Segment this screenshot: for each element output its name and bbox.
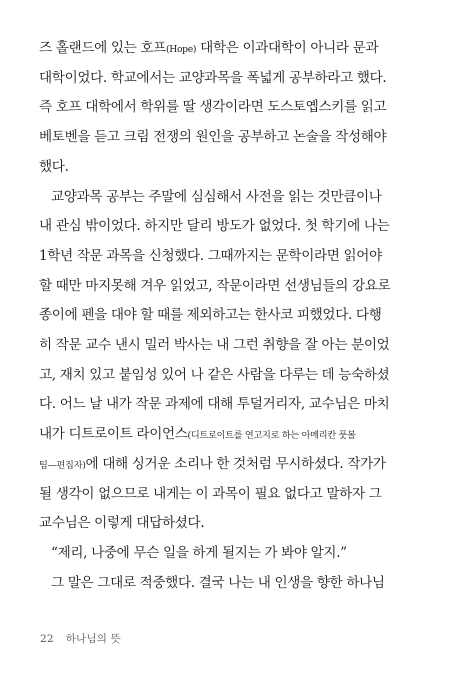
body-text: 했다.: [39, 158, 69, 175]
text-line: [39, 127, 399, 147]
text-line: [39, 187, 399, 207]
text-line: [39, 424, 399, 446]
text-line: [39, 38, 399, 60]
text-line: [39, 216, 399, 236]
text-line: [39, 454, 399, 476]
text-line: [39, 305, 399, 325]
body-text: 즉 호프 대학에서 학위를 딸 생각이라면 도스토옙스키를 읽고: [39, 99, 387, 116]
running-title: 하나님의 뜻: [65, 633, 122, 645]
annotation-text: 팀—편집자): [39, 459, 86, 471]
body-text: 종이에 펜을 대야 할 때를 제외하고는 한사코 피했었다. 다행: [39, 307, 382, 324]
text-line: [39, 157, 399, 177]
body-text: 그 말은 그대로 적중했다. 결국 나는 내 인생을 향한 하나님: [51, 574, 385, 591]
text-line: [39, 276, 399, 296]
text-line: [39, 335, 399, 355]
body-text: “제리, 나중에 무슨 일을 하게 될지는 가 봐야 알지.”: [51, 544, 347, 561]
text-line: [39, 573, 399, 593]
body-text: 대학은 이과대학이 아니라 문과: [196, 40, 379, 56]
text-line: [39, 246, 399, 266]
body-text: 고, 재치 있고 붙임성 있어 나 같은 사람을 다루는 데 능숙하셨: [39, 366, 390, 383]
text-line: [39, 543, 399, 563]
body-text: 내 관심 밖이었다. 하지만 달리 방도가 없었다. 첫 학기에 나는: [39, 218, 390, 235]
text-line: [39, 365, 399, 385]
annotation-text: (디트로이트를 연고지로 하는 아메리칸 풋볼: [187, 430, 356, 442]
body-text: 할 때만 마지못해 겨우 읽었고, 작문이라면 선생님들의 강요로: [39, 277, 391, 294]
body-text: 에 대해 싱거운 소리나 한 것처럼 무시하셨다. 작가가: [85, 455, 386, 472]
text-line: [39, 68, 399, 88]
annotation-text: (Hope): [165, 44, 197, 55]
body-text: 될 생각이 없으므로 내게는 이 과목이 필요 없다고 말하자 그: [39, 485, 382, 502]
body-text: 다. 어느 날 내가 작문 과제에 대해 투덜거리자, 교수님은 마치: [39, 396, 390, 413]
text-line: [39, 97, 399, 117]
text-line: [39, 513, 399, 533]
body-text: 즈 홀랜드에 있는 호프: [39, 40, 166, 56]
body-text: 대학이었다. 학교에서는 교양과목을 폭넓게 공부하라고 했다.: [39, 69, 387, 86]
text-line: [39, 394, 399, 414]
text-line: [39, 484, 399, 504]
body-text: 교양과목 공부는 주말에 심심해서 사전을 읽는 것만큼이나: [51, 188, 382, 205]
body-text: 베토벤을 듣고 크림 전쟁의 원인을 공부하고 논술을 작성해야: [39, 129, 387, 146]
body-text: 1학년 작문 과목을 신청했다. 그때까지는 문학이라면 읽어야: [39, 247, 382, 264]
body-text: 교수님은 이렇게 대답하셨다.: [39, 515, 205, 532]
body-text: 내가 디트로이트 라이언스: [39, 426, 188, 443]
page-footer: [40, 631, 121, 646]
body-text: 히 작문 교수 낸시 밀러 박사는 내 그런 취향을 잘 아는 분이었: [39, 337, 390, 353]
page-number: 22: [40, 633, 54, 645]
